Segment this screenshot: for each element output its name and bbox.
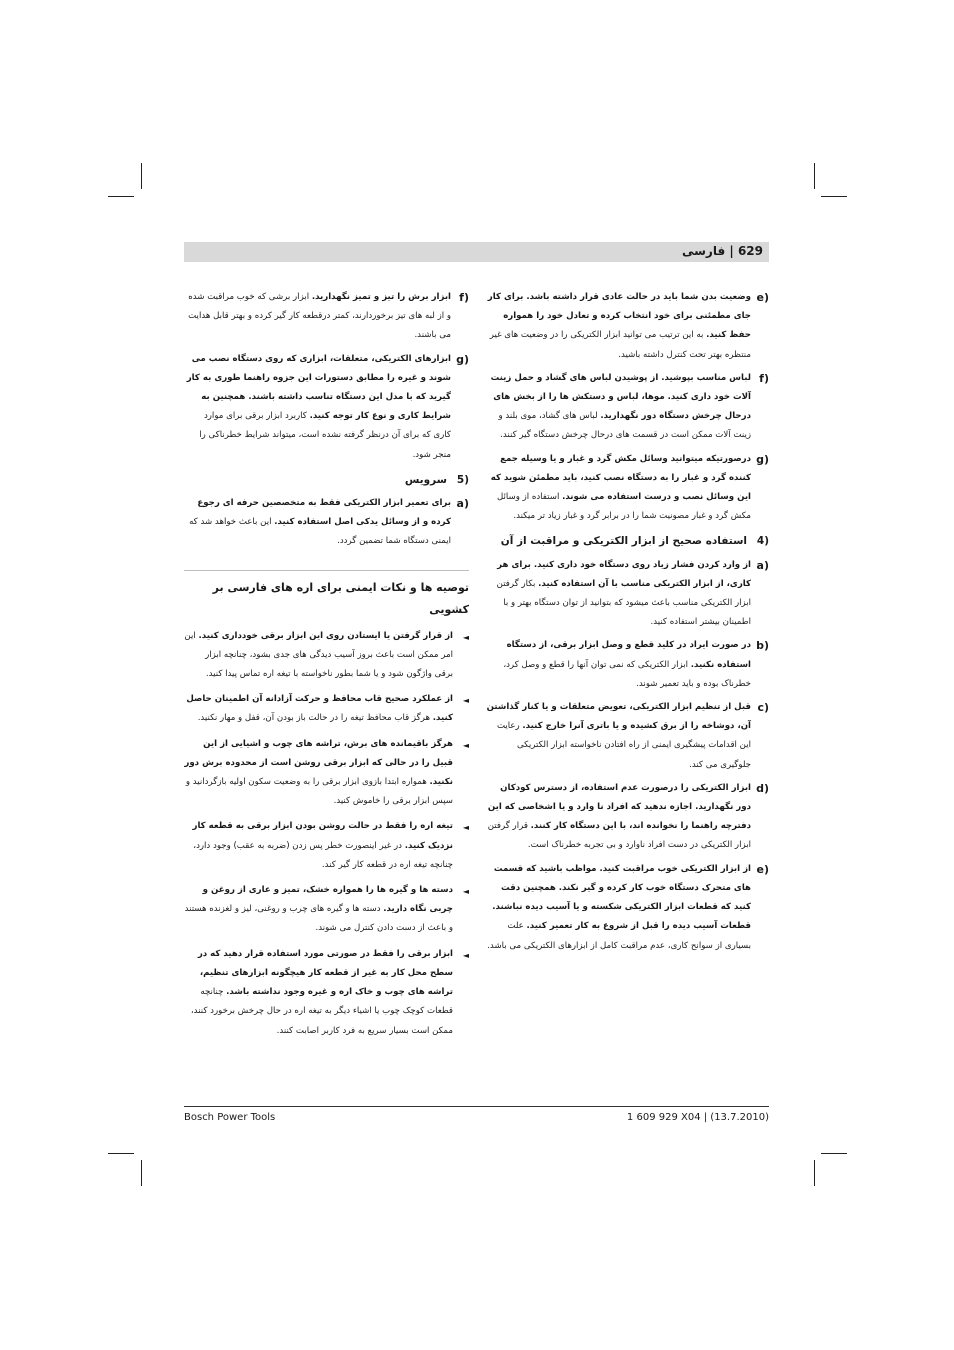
item-bold-text: ابزارهای الکتریکی، متعلقات، ابزاری که روی دستگاه نصب می شوند و غیره را مطابق دستورات این جزوه راهنما طوری به کار گیرید که با مدل این دستگاه تناسب داشته باشند. همچنین به شرایط کاری و نوع کار توجه کنید.: [186, 353, 451, 422]
item-text: کاربرد ابزار برقی برای موارد کاری که برای آن درنظر گرفته نشده است، میتواند شرایط خطرناکی را منجر شود.: [199, 411, 451, 460]
crop-mark: [108, 1153, 134, 1154]
bullet-bold-text: هرگز باقیمانده های برش، تراشه های چوب و اشیایی از این قبیل را در حالی که ابزار برقی روشن است از محدوده برش دور نکنید.: [184, 738, 453, 788]
list-item: [484, 636, 769, 694]
item-bold-text: از وارد کردن فشار زیاد روی دستگاه خود داری کنید. برای هر کاری، از ابزار الکتریکی مناسب با آن استفاده کنید.: [497, 559, 751, 589]
item-bold-text: درصورتیکه میتوانید وسائل مکش گرد و غبار و یا وسیله جمع کننده گرد و غبار را به دستگاه نصب کنید، باید مطمئن شوید که این وسائل نصب و درست استفاده می شوند.: [490, 453, 751, 503]
item-marker: a): [756, 558, 769, 572]
bullet-item: [184, 945, 469, 1041]
item-marker: e): [756, 291, 769, 304]
bullet-arrow-icon: ◄: [462, 887, 469, 897]
item-marker: c): [757, 701, 769, 715]
item-marker: f): [459, 291, 469, 304]
item-marker: b): [756, 639, 769, 653]
bullet-text: هرگز قاب محافظ تیغه را در حالت باز بودن آن، قفل و مهار نکنید.: [197, 713, 433, 724]
bullet-text: دسته ها و گیره های چرب و روغنی، لیز و لغزنده هستند و باعث از دست دادن کنترل می شوند.: [184, 904, 453, 934]
section-number: 4): [756, 535, 769, 548]
item-text: این باعث خواهد شد که ایمنی دستگاه شما تضمین گردد.: [189, 517, 451, 547]
item-marker: f): [759, 371, 769, 385]
bullet-item: [184, 690, 469, 728]
list-item: [184, 350, 469, 465]
list-item: [184, 288, 469, 346]
crop-mark: [141, 163, 142, 189]
bullet-arrow-icon: ◄: [462, 823, 469, 833]
bullet-bold-text: از قرار گرفتن یا ایستادن روی این ابزار برقی خودداری کنید.: [198, 630, 453, 641]
bullet-bold-text: از عملکرد صحیح قاب محافظ و حرکت آزادانه آن اطمینان حاصل کنید.: [186, 694, 453, 724]
list-item: [484, 698, 769, 775]
item-bold-text: در صورت ایراد در کلید قطع و وصل ابزار برقی، از دستگاه استفاده نکنید.: [506, 640, 751, 670]
bullet-item: [184, 627, 469, 685]
item-text: لباس های گشاد، موی بلند و زینت آلات ممکن است در قسمت های درحال چرخش دستگاه گیر کنند.: [498, 411, 751, 441]
crop-mark: [821, 196, 847, 197]
footer-doc-number: 1 609 929 X04 | (13.7.2010): [626, 1112, 769, 1123]
item-text: به این ترتیب می توانید ابزار الکتریکی را در وضعیت های غیر منتظره بهتر تحت کنترل داشته باشید.: [489, 330, 751, 360]
bullet-bold-text: دسته ها و گیره ها را همواره خشک، تمیز و عاری از روغن و چربی نگاه دارید.: [202, 885, 453, 915]
bullet-text: چنانچه قطعات کوچک چوب یا اشیاء دیگر به تیغه اره در حال چرخش برخورد کنند، ممکن است بسیار سریع به فرد کاربر اصابت کنند.: [190, 987, 453, 1036]
list-item: [484, 450, 769, 527]
crop-mark: [108, 196, 134, 197]
item-text: رعایت این اقدامات پیشگیری ایمنی از راه افتادن ناخواسته ابزار الکتریکی جلوگیری می کند.: [496, 721, 751, 770]
item-bold-text: ابزار الکتریکی را درصورت عدم استفاده، از دسترس کودکان دور نگهدارید. اجازه ندهید که افراد نا وارد و یا اشخاصی که این دفترچه راهنما را نخوانده اند، با این دستگاه کار کنند.: [487, 782, 751, 832]
bullet-arrow-icon: ◄: [462, 950, 469, 960]
item-bold-text: لباس مناسب بپوشید. از پوشیدن لباس های گشاد و حمل زینت آلات خود داری کنید. موها، لباس و دستکش ها را از بخش های درحال چرخش دستگاه دور نگهدارید.: [490, 372, 751, 422]
bullet-item: [184, 817, 469, 875]
section-title: استفاده صحیح از ابزار الکتریکی و مراقبت از آن: [500, 535, 747, 548]
item-bold-text: ابزار برش را تیز و تمیز نگهدارید.: [311, 292, 451, 302]
crop-mark: [814, 163, 815, 189]
list-item: [484, 860, 769, 956]
list-item: [484, 288, 769, 365]
right-column: [484, 288, 769, 960]
bullet-bold-text: ابزار برقی را فقط در صورتی مورد استفاده قرار دهید که در سطح محل کار به غیر از قطعه کار هیچگونه ابزارهای تنظیم، تراشه های چوب و خاک اره و غیره وجود نداشته باشد.: [197, 948, 453, 998]
item-bold-text: قبل از تنظیم ابزار الکتریکی، تعویض متعلقات و یا کنار گذاشتن آن، دوشاخه را از برق کشیده و یا باتری آنرا خارج کنید.: [486, 702, 751, 732]
crop-mark: [821, 1153, 847, 1154]
bullet-arrow-icon: ◄: [462, 696, 469, 706]
section-heading: [484, 532, 769, 551]
item-text: ابزار برشی که خوب مراقبت شده و از لبه های تیز برخوردارند، کمتر درقطعه کار گیر کرده و بهتر قابل هدایت می باشند.: [188, 292, 451, 341]
bullet-text: در غیر اینصورت خطر پس زدن (ضربه به عقب) وجود دارد، چنانچه تیغه اره در قطعه کار گیر کند.: [193, 840, 453, 870]
item-text: بکار گرفتن ابزار الکتریکی مناسب باعث میشود که بتوانید از توان دستگاه بهتر و با اطمینان بیشتر استفاده کنید.: [496, 578, 751, 628]
item-bold-text: وضعیت بدن شما باید در حالت عادی قرار داشته باشد. برای کار جای مطمئنی برای خود انتخاب کرده و تعادل خود را همواره حفظ کنید.: [487, 292, 751, 341]
list-item: [484, 369, 769, 446]
bullet-item: [184, 735, 469, 812]
page-header-bar: [184, 242, 769, 262]
item-marker: g): [456, 352, 469, 366]
subsection-heading: توصیه ها و نکات ایمنی برای اره های فارسی بر کشویی: [212, 580, 469, 616]
item-marker: d): [756, 781, 769, 795]
list-item: [484, 779, 769, 856]
item-text: استفاده از وسائل مکش گرد و غبار مصونیت شما را در برابر گرد و غبار زیاد تر میکند.: [496, 492, 751, 522]
list-item: [484, 556, 769, 633]
bullet-text: همواره ابتدا بازوی ابزار برقی را به وضعیت سکون اولیه بازگردانید و سپس ابزار برقی را خاموش کنید.: [185, 777, 453, 807]
section-number: 5): [456, 473, 469, 486]
page-title: 629 | فارسی: [681, 244, 763, 258]
section-divider: [184, 570, 469, 571]
list-item: [184, 494, 469, 552]
item-bold-text: برای تعمیر ابزار الکتریکی فقط به متخصصین حرفه ای رجوع کرده و از وسائل یدکی اصل استفاده کنید.: [197, 498, 451, 528]
item-text: علت بسیاری از سوانح کاری، عدم مراقبت کامل از ابزارهای الکتریکی می باشد.: [487, 921, 751, 951]
bullet-bold-text: تیغه اره را فقط در حالت روشن بودن ابزار برقی به قطعه کار نزدیک کنید.: [192, 821, 453, 851]
item-marker: a): [456, 497, 469, 511]
crop-mark: [141, 1160, 142, 1186]
bullet-arrow-icon: ◄: [462, 632, 469, 642]
item-text: ابزار الکتریکی که نمی توان آنها را قطع و وصل کرد، خطرناک بوده و باید تعمیر شوند.: [503, 659, 751, 689]
bullet-arrow-icon: ◄: [462, 740, 469, 750]
footer-rule: [184, 1106, 769, 1107]
left-column: [184, 288, 469, 1047]
bullet-text: این امر ممکن است باعث بروز آسیب دیدگی های جدی بشود، چنانچه ابزار برقی واژگون شود و یا شما بطور ناخواسته با تیغه اره تماس پیدا کنید.: [184, 630, 453, 680]
item-text: قرار گرفتن ابزار الکتریکی در دست افراد ناوارد و بی تجربه خطرناک است.: [487, 821, 751, 851]
item-marker: e): [756, 862, 769, 876]
section-heading: [184, 471, 469, 490]
bullet-item: [184, 881, 469, 939]
item-bold-text: از ابزار الکتریکی خوب مراقبت کنید. مواظب باشید که قسمت های متحرک دستگاه خوب کار کرده و گیر نکند. همچنین دقت کنید که قطعات ابزار الکتریکی شکسته و یا آسیب دیده نباشند. قطعات آسیب دیده را قبل از شروع به کار تعمیر کنید.: [492, 863, 751, 932]
footer-brand: Bosch Power Tools: [184, 1112, 276, 1123]
section-title: سرویس: [404, 473, 447, 486]
item-marker: g): [756, 452, 769, 466]
crop-mark: [814, 1160, 815, 1186]
